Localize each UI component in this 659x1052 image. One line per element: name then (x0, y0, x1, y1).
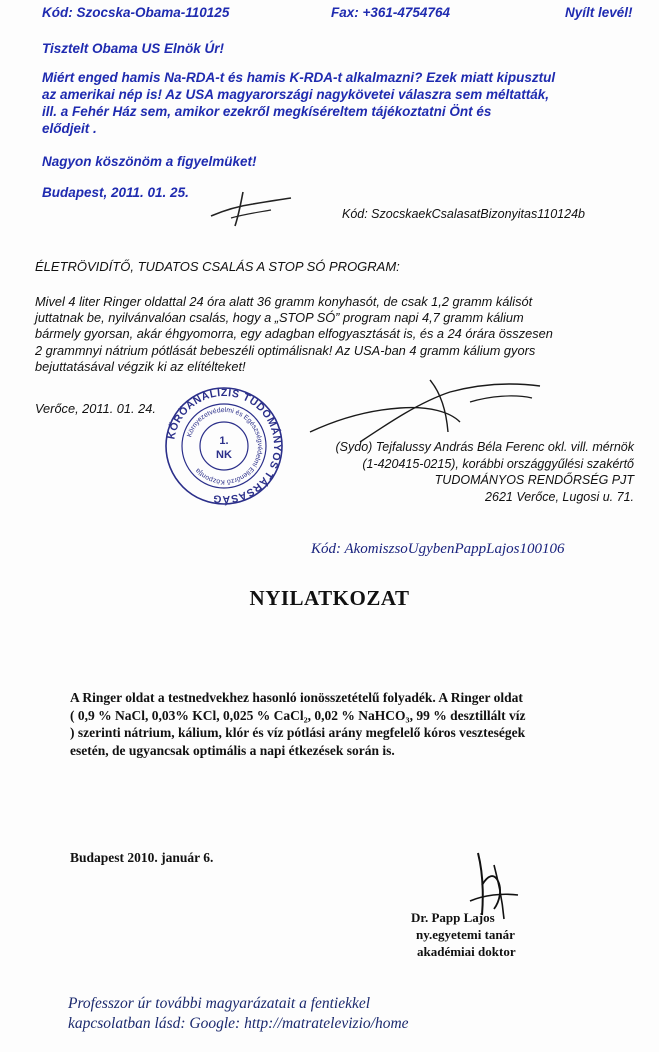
section-title: ÉLETRÖVIDÍTŐ, TUDATOS CSALÁS A STOP SÓ PROGRAM: (35, 259, 400, 274)
footer-line: Professzor úr további magyarázatait a fentiekkel (68, 995, 371, 1012)
code-3: Kód: AkomiszsoUgybenPappLajos100106 (311, 541, 565, 557)
signatory-line: (Sydo) Tejfalussy András Béla Ferenc okl. vill. mérnök (335, 440, 634, 454)
declaration-line: ( 0,9 % NaCl, 0,03% KCl, 0,025 % CaCl₂, 0,02 % NaHCO₃, 99 % desztillált víz (70, 707, 526, 723)
section-body (35, 294, 650, 375)
thanks-line: Nagyon köszönöm a figyelmüket! (42, 154, 257, 169)
signer-line: ny.egyetemi tanár (416, 927, 515, 942)
declaration-place-date: Budapest 2010. január 6. (70, 850, 214, 865)
letter-place-date: Budapest, 2011. 01. 25. (42, 185, 189, 200)
header-open-letter: Nyílt levél! (565, 5, 633, 20)
footer-note (68, 994, 409, 1034)
salutation: Tisztelt Obama US Elnök Úr! (42, 41, 225, 56)
header-fax: Fax: +361-4754764 (331, 5, 450, 20)
stamp-number: 1. (219, 435, 229, 447)
signer-line: akadémiai doktor (417, 944, 516, 959)
declaration-line: esetén, de ugyancsak optimális a napi étkezések során is. (70, 742, 395, 758)
letter-line: ill. a Fehér Ház sem, amikor ezekről megkíséreltem tájékoztatni Önt és (42, 104, 492, 119)
declaration-body (70, 689, 640, 759)
stamp-code: NK (216, 449, 232, 461)
signatory-line: (1-420415-0215), korábbi országgyűlési szakértő (362, 456, 634, 471)
signer-line: Dr. Papp Lajos (411, 910, 495, 925)
signature-small (205, 188, 295, 230)
letter-body (42, 69, 642, 137)
stamp-ring-text: KŐRÖANALIZIS TUDOMÁNYOS TÁRSASÁG (165, 386, 284, 506)
letter-line: Miért enged hamis Na-RDA-t és hamis K-RDA-t alkalmazni? Ezek miatt kipusztul (42, 70, 556, 85)
declaration-line: A Ringer oldat a testnedvekhez hasonló ionösszetételű folyadék. A Ringer oldat (70, 690, 523, 705)
section-line: 2 grammnyi nátrium pótlását bebeszéli optimálisnak! Az USA-ban 4 gramm kálium gyors (35, 342, 536, 358)
declaration-title: NYILATKOZAT (249, 586, 410, 610)
stamp-inner-text: Környezetvédelmi és Egészségvédelmi Ellenőrző Központja (186, 406, 264, 486)
section-line: Mivel 4 liter Ringer oldattal 24 óra alatt 36 gramm konyhasót, de csak 1,2 gramm kálisót (35, 294, 533, 309)
code-2: Kód: SzocskaekCsalasatBizonyitas110124b (342, 207, 585, 221)
header-code: Kód: Szocska-Obama-110125 (42, 5, 230, 20)
section-line: juttatnak be, nyilvánvalóan csalás, hogy a „STOP SÓ” program napi 4,7 gramm kálium (35, 310, 524, 326)
letter-line: az amerikai nép is! Az USA magyarországi nagykövetei válaszra sem méltatták, (42, 87, 549, 102)
signatory-line: 2621 Verőce, Lugosi u. 71. (485, 489, 634, 504)
letter-line: elődjeit . (42, 121, 97, 136)
signatory-line: TUDOMÁNYOS RENDŐRSÉG PJT (434, 473, 634, 487)
declaration-signer (411, 909, 516, 960)
footer-line: kapcsolatban lásd: Google: http://matratelevizio/home (68, 1015, 409, 1032)
section-line: bármely gyorsan, akár éhgyomorra, egy adagban elfogyasztását is, és a 24 órára összesen (35, 326, 553, 342)
section-line: bejuttatásával végzik ki az elítélteket! (35, 358, 246, 374)
signatory-block (250, 439, 634, 505)
section-place-date: Verőce, 2011. 01. 24. (35, 401, 156, 416)
declaration-line: ) szerinti nátrium, kálium, klór és víz pótlási arány megfelelő kóros veszteségek (70, 725, 526, 740)
